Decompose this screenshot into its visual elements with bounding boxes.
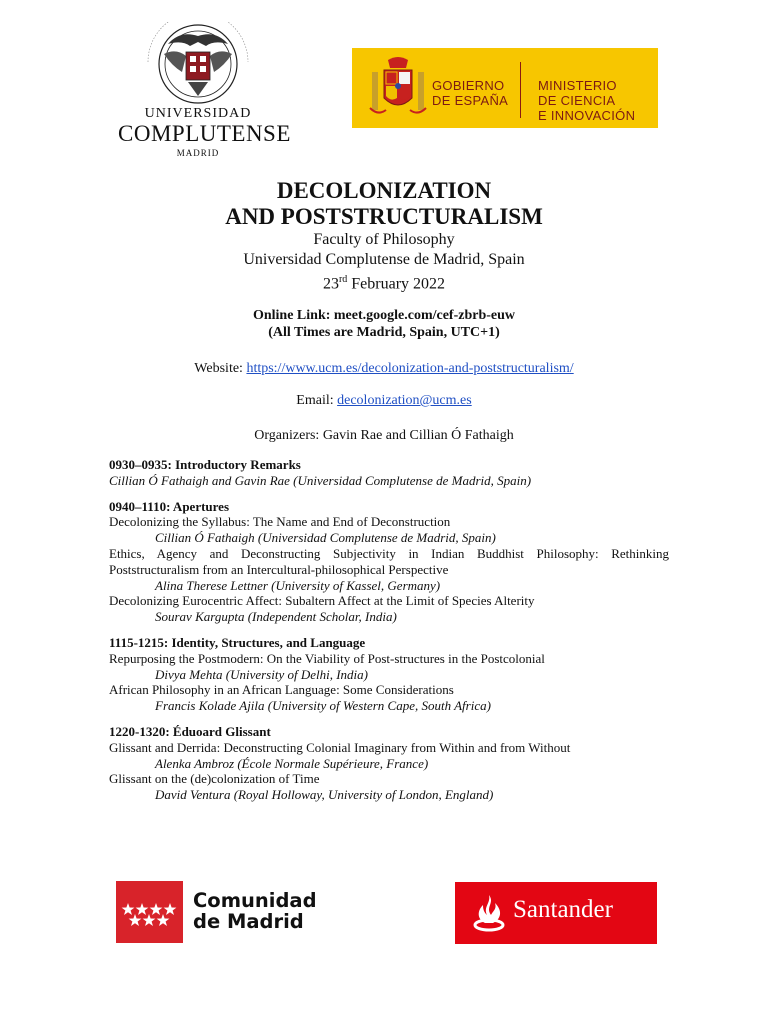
talk-title: Repurposing the Postmodern: On the Viability of Post-structures in the Postcolonial (109, 650, 545, 666)
talk-title: African Philosophy in an African Language: Some Considerations (109, 682, 454, 698)
website-label: Website: (194, 361, 247, 376)
email-link[interactable]: decolonization@ucm.es (337, 393, 472, 408)
ucm-logo-line3: MADRID (176, 148, 220, 158)
talk-speaker: Sourav Kargupta (Independent Scholar, India) (155, 609, 397, 625)
session (109, 635, 669, 714)
talk-speaker: Cillian Ó Fathaigh (Universidad Complutense de Madrid, Spain) (155, 530, 496, 546)
comunidad-madrid-logo (116, 881, 336, 943)
talk-speaker: Alenka Ambroz (École Normale Supérieure, France) (155, 755, 429, 771)
session-heading: 1220-1320: Éduoard Glissant (109, 723, 271, 739)
session-heading: 0930–0935: Introductory Remarks (109, 457, 301, 472)
ucm-seal-icon (118, 22, 278, 106)
gobierno-line2: DE ESPAÑA (432, 93, 509, 108)
title-line1: DECOLONIZATION (276, 178, 492, 203)
times-note: (All Times are Madrid, Spain, UTC+1) (268, 325, 500, 340)
madrid-line1: Comunidad (193, 889, 317, 912)
website-line (0, 360, 768, 377)
talk-speaker: Francis Kolade Ajila (University of Western Cape, South Africa) (155, 698, 491, 714)
session-heading: 1115-1215: Identity, Structures, and Language (109, 634, 366, 650)
talk-title: Glissant and Derrida: Deconstructing Colonial Imaginary from Within and from Without (109, 739, 571, 755)
talk-speaker: Alina Therese Lettner (University of Kassel, Germany) (155, 577, 441, 593)
email-label: Email: (296, 393, 338, 408)
logo-divider (520, 62, 521, 118)
santander-flame-icon (471, 893, 507, 933)
date-day: 23 (322, 275, 339, 293)
session (109, 499, 669, 625)
santander-name: Santander (513, 896, 613, 923)
session-speaker: Cillian Ó Fathaigh and Gavin Rae (Universidad Complutense de Madrid, Spain) (109, 472, 532, 488)
organizers: Organizers: Gavin Rae and Cillian Ó Fathaigh (254, 428, 514, 443)
title-line2: AND POSTSTRUCTURALISM (225, 204, 543, 229)
ministerio-line1: MINISTERIO (538, 78, 617, 93)
email-line (0, 392, 768, 409)
faculty: Faculty of Philosophy (313, 231, 455, 248)
ministerio-line3: E INNOVACIÓN (538, 108, 636, 123)
gobierno-logo (352, 48, 658, 128)
session (109, 457, 669, 489)
santander-logo (455, 882, 657, 944)
ucm-logo (118, 22, 291, 158)
madrid-flag-icon (116, 881, 183, 943)
program (109, 457, 669, 813)
talk-title: Glissant on the (de)colonization of Time (109, 771, 320, 787)
ucm-logo-line1: UNIVERSIDAD (144, 106, 252, 121)
university: Universidad Complutense de Madrid, Spain (243, 251, 525, 268)
talk-speaker: Divya Mehta (University of Delhi, India) (155, 666, 368, 682)
date-rest: February 2022 (347, 275, 446, 293)
talk-title: Decolonizing Eurocentric Affect: Subaltern Affect at the Limit of Species Alterity (109, 593, 535, 609)
event-date (0, 270, 768, 294)
date-suffix: rd (338, 274, 348, 285)
talk-speaker: David Ventura (Royal Holloway, University of London, England) (155, 787, 494, 803)
talk-title: Ethics, Agency and Deconstructing Subjectivity in Indian Buddhist Philosophy: Rethinking Poststructuralism from an Intercultural-philosophical Perspective (109, 545, 669, 577)
online-link: Online Link: meet.google.com/cef-zbrb-euw (252, 308, 516, 323)
website-link[interactable]: https://www.ucm.es/decolonization-and-poststructuralism/ (246, 361, 574, 376)
gobierno-line1: GOBIERNO (432, 78, 505, 93)
talk-title: Decolonizing the Syllabus: The Name and End of Deconstruction (109, 514, 451, 530)
ministerio-line2: DE CIENCIA (538, 93, 616, 108)
session (109, 724, 669, 803)
ucm-logo-line2: COMPLUTENSE (118, 121, 291, 146)
madrid-line2: de Madrid (193, 910, 304, 933)
spain-coat-of-arms-icon (368, 56, 428, 122)
session-heading: 0940–1110: Apertures (109, 498, 230, 514)
